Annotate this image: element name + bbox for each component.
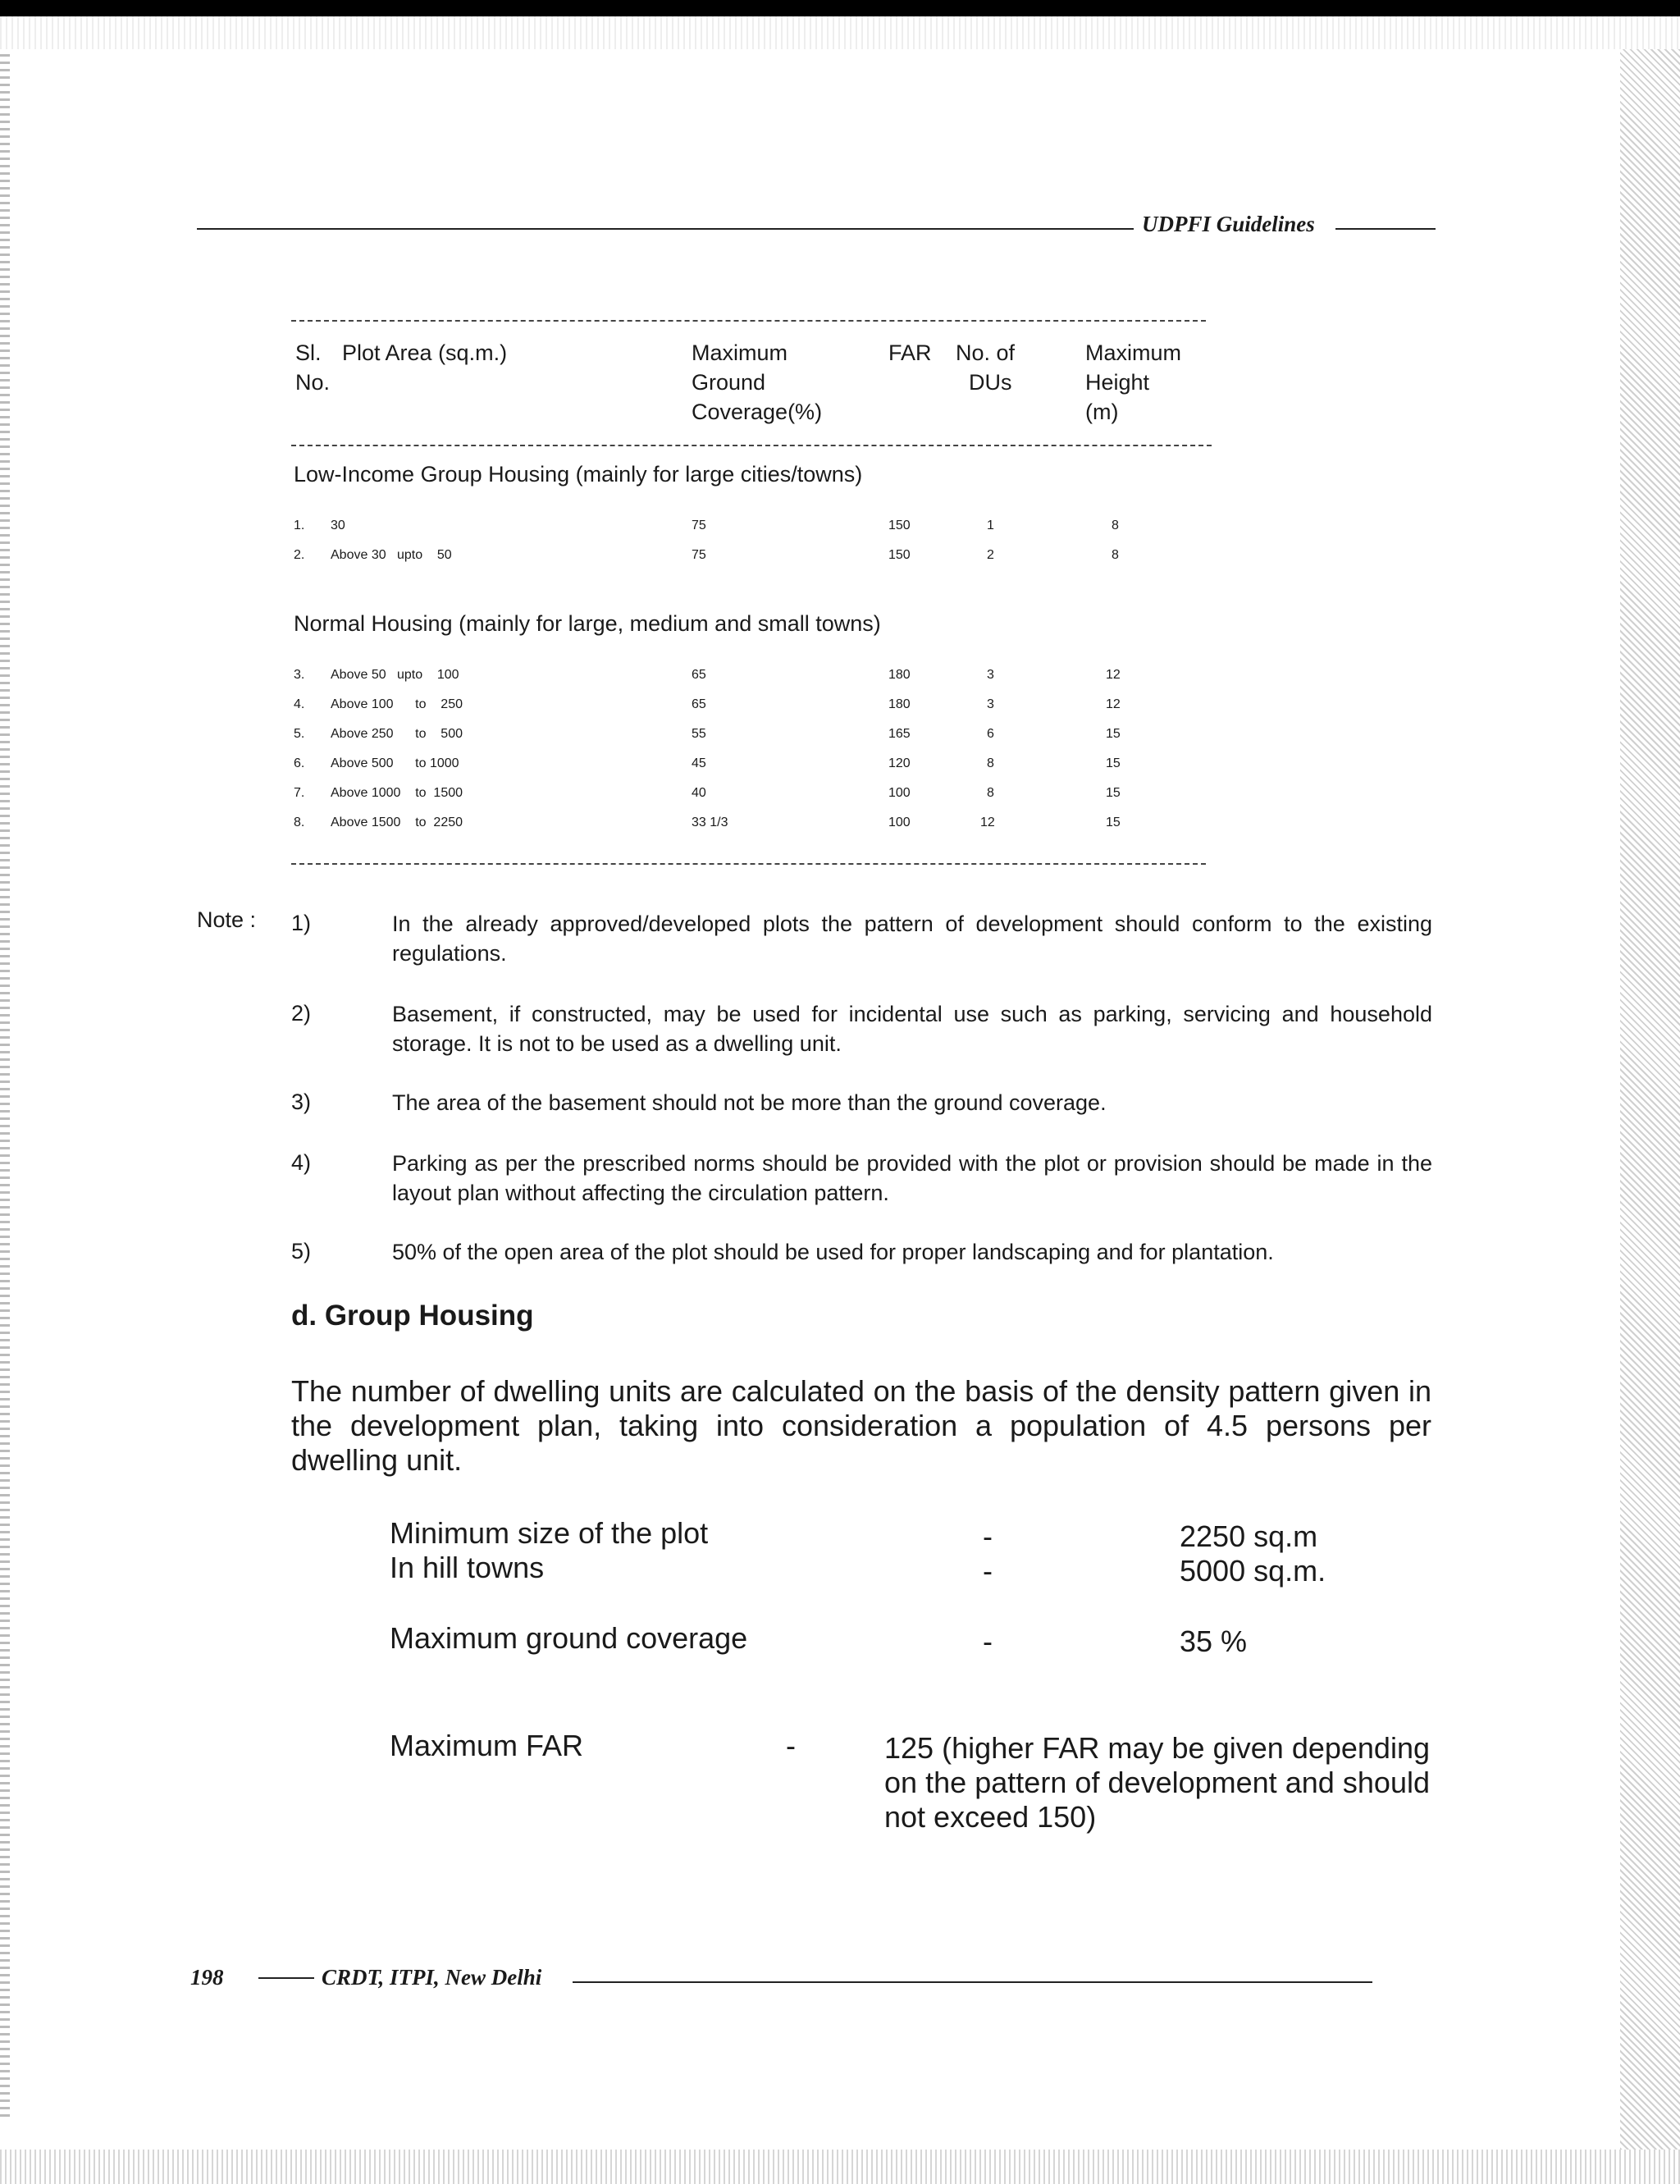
table-row: 3. Above 50 upto 100 65 180 3 12: [294, 668, 1121, 682]
table-row: 8. Above 1500 to 2250 33 1/3 100 12 15: [294, 816, 1121, 829]
scan-noise-top: [0, 16, 1680, 49]
col-header-coverage: Maximum Ground Coverage(%): [692, 340, 823, 424]
col-header-far: FAR: [888, 340, 932, 365]
table-row: 2. Above 30 upto 50 75 150 2 8: [294, 548, 1119, 562]
note-number: 1): [291, 911, 312, 935]
group-housing-paragraph: The number of dwelling units are calculated on the basis of the density pattern given in the development plan, taking into consideration a population of 4.5 persons per dwelling unit.: [291, 1374, 1431, 1477]
spec-value: 125 (higher FAR may be given depending on the pattern of development and should not exceed 150): [884, 1731, 1430, 1834]
spec-value: 5000 sq.m.: [1180, 1554, 1326, 1588]
publisher: CRDT, ITPI, New Delhi: [322, 1965, 542, 1990]
col-header-sl-no: Sl. No.: [295, 340, 331, 395]
header-rule-right: [1335, 228, 1436, 230]
scan-noise-bottom: [0, 2150, 1680, 2184]
note-number: 4): [291, 1150, 312, 1175]
spec-label: Maximum ground coverage: [390, 1621, 748, 1655]
col-header-dus: No. of DUs: [956, 340, 1016, 395]
note-text: The area of the basement should not be more than the ground coverage.: [392, 1090, 1107, 1115]
section-title-low-income: Low-Income Group Housing (mainly for large cities/towns): [294, 462, 863, 487]
spec-separator: -: [983, 1554, 993, 1588]
running-title: UDPFI Guidelines: [1142, 212, 1315, 236]
spec-label: Maximum FAR: [390, 1729, 584, 1762]
page-number: 198: [190, 1965, 224, 1990]
note-text: 50% of the open area of the plot should be used for proper landscaping and for plantation.: [392, 1240, 1274, 1264]
spec-separator: -: [983, 1624, 993, 1658]
scan-noise-left: [0, 49, 10, 2117]
spec-label: Minimum size of the plot: [390, 1516, 709, 1550]
spec-separator: -: [983, 1519, 993, 1553]
note-number: 3): [291, 1090, 312, 1114]
table-row: 6. Above 500 to 1000 45 120 8 15: [294, 756, 1121, 770]
scan-noise-right: [1620, 49, 1680, 2150]
col-header-height: Maximum Height (m): [1085, 340, 1182, 424]
spec-separator: -: [786, 1729, 796, 1762]
spec-label: In hill towns: [390, 1551, 545, 1584]
table-row: 1. 30 75 150 1 8: [294, 519, 1119, 532]
table-rule-top: [291, 320, 1206, 322]
note-number: 5): [291, 1239, 312, 1263]
note-text: Parking as per the prescribed norms should be provided with the plot or provision should be made in the layout plan without affecting the circulation pattern.: [392, 1151, 1432, 1205]
footer-rule-left: [258, 1977, 314, 1979]
scan-top-border: [0, 0, 1680, 16]
section-heading: d. Group Housing: [291, 1300, 534, 1332]
plot-table: [291, 320, 1210, 878]
section-title-normal-housing: Normal Housing (mainly for large, medium and small towns): [294, 611, 881, 636]
table-rule-bottom: [291, 863, 1206, 865]
note-label: Note :: [197, 907, 257, 932]
spec-value: 2250 sq.m: [1180, 1519, 1318, 1553]
table-row: 4. Above 100 to 250 65 180 3 12: [294, 697, 1121, 711]
footer-rule-right: [573, 1981, 1372, 1983]
spec-value: 35 %: [1180, 1624, 1248, 1658]
note-text: Basement, if constructed, may be used for incidental use such as parking, servicing and household storage. It is not to be used as a dwelling unit.: [392, 1002, 1432, 1056]
table-row: 7. Above 1000 to 1500 40 100 8 15: [294, 786, 1121, 800]
note-text: In the already approved/developed plots the pattern of development should conform to the existing regulations.: [392, 912, 1432, 966]
col-header-plot-area: Plot Area (sq.m.): [342, 340, 508, 365]
note-number: 2): [291, 1001, 312, 1026]
header-rule-left: [197, 228, 1134, 230]
table-rule-header: [291, 445, 1212, 446]
table-row: 5. Above 250 to 500 55 165 6 15: [294, 727, 1121, 741]
